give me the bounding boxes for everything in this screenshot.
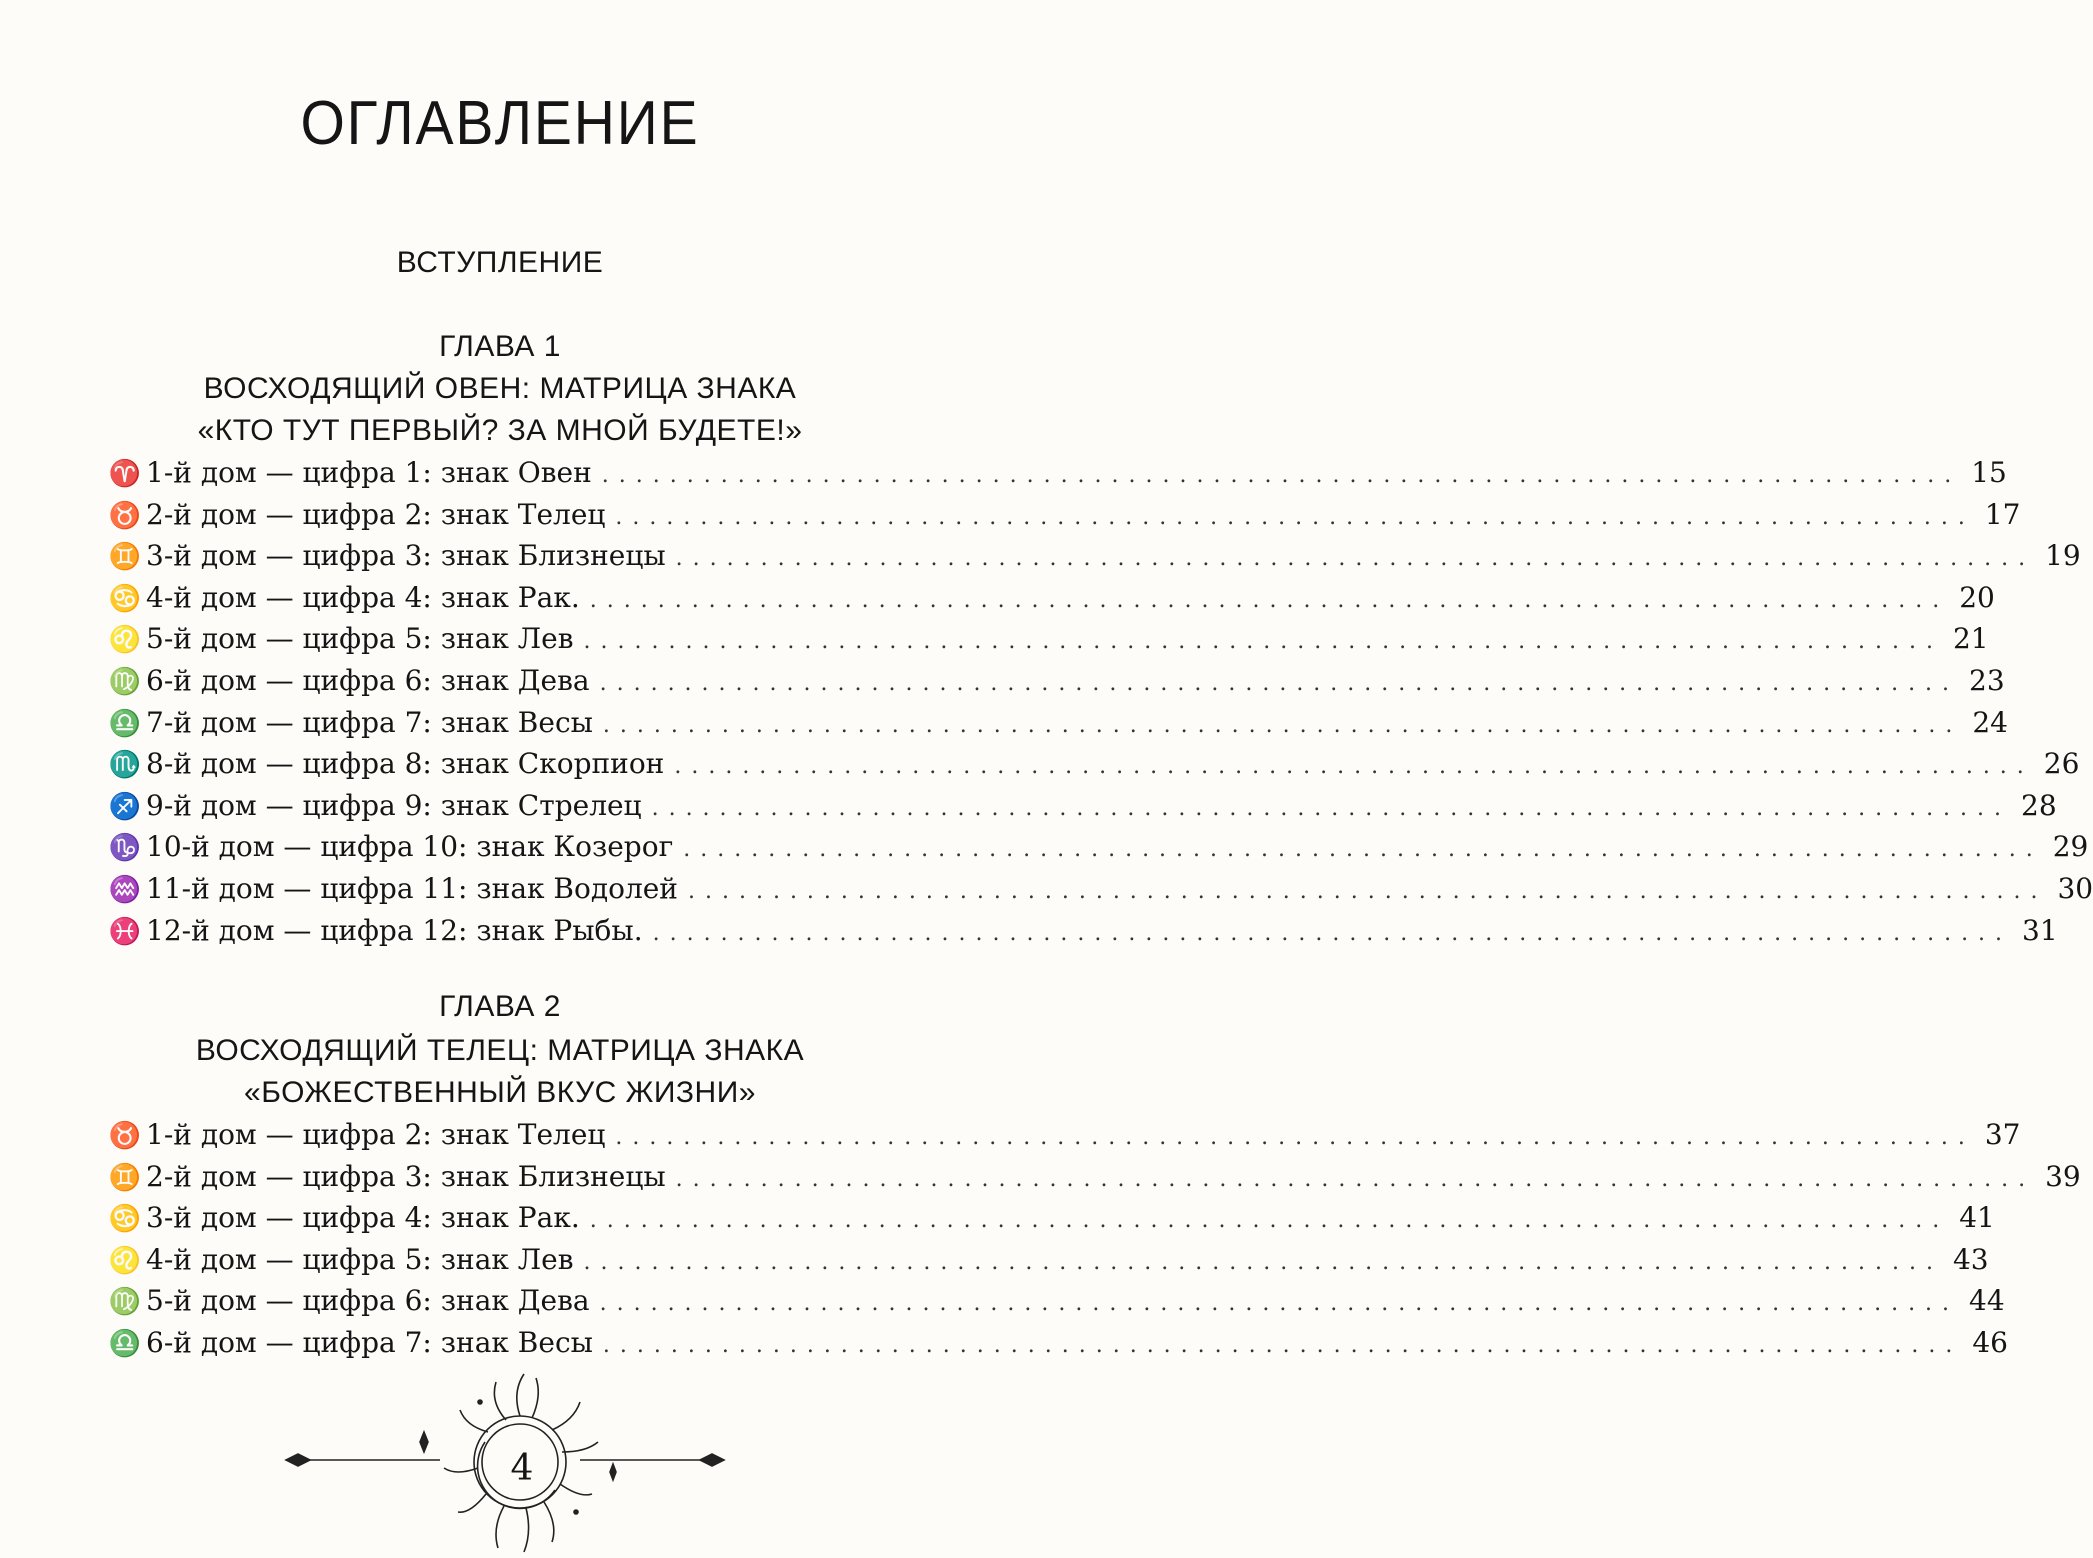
toc-entry-page: 39	[2045, 1159, 2081, 1193]
toc-entry[interactable]	[104, 1280, 2005, 1322]
chapter-1-entries	[104, 452, 2093, 951]
toc-entry[interactable]	[104, 826, 2089, 868]
toc-entry-label: 1-й дом — цифра 1: знак Овен	[146, 456, 592, 489]
libra-icon: ♎	[108, 1328, 142, 1359]
dot-leader: ................................................................................	[583, 629, 1943, 655]
toc-entry-label: 5-й дом — цифра 5: знак Лев	[146, 622, 574, 656]
toc-entry-label: 1-й дом — цифра 2: знак Телец	[146, 1118, 606, 1151]
dot-leader: ................................................................................	[652, 920, 2013, 946]
dot-leader: ................................................................................	[675, 1166, 2036, 1192]
dot-leader: ................................................................................	[583, 1249, 1943, 1275]
toc-entry-label: 7-й дом — цифра 7: знак Весы	[146, 705, 593, 739]
toc-entry[interactable]	[104, 577, 1995, 619]
toc-entry-page: 28	[2021, 788, 2057, 822]
dot-leader: ................................................................................	[674, 754, 2034, 780]
toc-entry-label: 2-й дом — цифра 3: знак Близнецы	[146, 1159, 666, 1193]
chapter-2-subtitle: ВОСХОДЯЩИЙ ТЕЛЕЦ: МАТРИЦА ЗНАКА	[195, 1034, 805, 1067]
intro-heading[interactable]: ВСТУПЛЕНИЕ	[396, 246, 604, 279]
toc-entry[interactable]	[104, 618, 1989, 660]
toc-entry[interactable]	[104, 1239, 1989, 1281]
toc-entry-page: 37	[1984, 1118, 2021, 1151]
cancer-icon: ♋	[108, 583, 142, 614]
sagittarius-icon: ♐	[108, 791, 142, 822]
dot-leader: ................................................................................	[589, 1208, 1950, 1234]
taurus-icon: ♉	[108, 1121, 142, 1151]
dot-leader: ................................................................................	[675, 546, 2036, 572]
toc-entry-page: 29	[2052, 830, 2089, 864]
toc-entry-label: 6-й дом — цифра 7: знак Весы	[146, 1325, 593, 1359]
dot-leader: ................................................................................	[602, 712, 1963, 738]
scorpio-icon: ♏	[108, 750, 142, 781]
toc-entry-label: 3-й дом — цифра 4: знак Рак.	[146, 1201, 580, 1235]
toc-entry-label: 6-й дом — цифра 6: знак Дева	[146, 663, 590, 697]
dot-leader: ................................................................................	[683, 837, 2043, 863]
pisces-icon: ♓	[108, 916, 142, 947]
leo-icon: ♌	[108, 1245, 142, 1276]
dot-leader: ................................................................................	[599, 1291, 1960, 1317]
toc-entry-page: 26	[2043, 747, 2080, 781]
toc-entry[interactable]	[104, 868, 2093, 910]
gemini-icon: ♊	[108, 1162, 142, 1193]
toc-entry-label: 8-й дом — цифра 8: знак Скорпион	[146, 747, 665, 781]
toc-entry-page: 41	[1959, 1201, 1995, 1235]
page-title: ОГЛАВЛЕНИЕ	[300, 89, 700, 158]
dot-leader: ................................................................................	[615, 1125, 1975, 1150]
taurus-icon: ♉	[108, 500, 142, 531]
page-number: 4	[510, 1448, 534, 1489]
toc-entry-page: 43	[1952, 1242, 1989, 1276]
toc-entry[interactable]	[104, 1114, 2021, 1156]
toc-entry[interactable]	[104, 494, 2021, 536]
dot-leader: ................................................................................	[651, 795, 2012, 821]
toc-entry[interactable]	[104, 535, 2081, 577]
toc-entry-label: 5-й дом — цифра 6: знак Дева	[146, 1284, 590, 1318]
toc-entry-page: 20	[1959, 580, 1995, 614]
dot-leader: ................................................................................	[687, 878, 2048, 904]
toc-entry-page: 46	[1972, 1325, 2008, 1359]
toc-entry[interactable]	[104, 1156, 2081, 1198]
dot-leader: ................................................................................	[602, 1332, 1963, 1358]
toc-entry[interactable]	[104, 1322, 2008, 1364]
toc-entry-page: 23	[1969, 663, 2005, 697]
aquarius-icon: ♒	[108, 874, 142, 905]
virgo-icon: ♍	[108, 666, 142, 697]
toc-entry-label: 2-й дом — цифра 2: знак Телец	[146, 497, 606, 531]
toc-entry-page: 21	[1952, 622, 1989, 656]
dot-leader: ................................................................................	[599, 670, 1960, 696]
toc-entry-label: 3-й дом — цифра 3: знак Близнецы	[146, 539, 666, 573]
toc-entry[interactable]	[104, 452, 2007, 494]
toc-entry-label: 4-й дом — цифра 5: знак Лев	[146, 1242, 574, 1276]
gemini-icon: ♊	[108, 542, 142, 573]
chapter-1-subtitle: ВОСХОДЯЩИЙ ОВЕН: МАТРИЦА ЗНАКА	[203, 372, 797, 405]
toc-entry-page: 15	[1971, 456, 2007, 489]
capricorn-icon: ♑	[108, 833, 142, 864]
toc-entry[interactable]	[104, 785, 2057, 827]
libra-icon: ♎	[108, 708, 142, 739]
toc-entry-label: 12-й дом — цифра 12: знак Рыбы.	[146, 913, 643, 947]
aries-icon: ♈	[108, 459, 142, 489]
dot-leader: ................................................................................	[589, 587, 1950, 613]
toc-entry-page: 31	[2022, 913, 2058, 947]
toc-entry-label: 9-й дом — цифра 9: знак Стрелец	[146, 788, 642, 822]
chapter-1-heading: ГЛАВА 1	[439, 330, 561, 363]
toc-entry-label: 11-й дом — цифра 11: знак Водолей	[146, 871, 678, 905]
toc-entry-page: 19	[2045, 539, 2081, 573]
toc-entry[interactable]	[104, 743, 2080, 785]
dot-leader: ................................................................................	[615, 504, 1975, 530]
toc-entry[interactable]	[104, 702, 2008, 744]
toc-entry-page: 30	[2057, 871, 2093, 905]
toc-entry[interactable]	[104, 910, 2058, 952]
leo-icon: ♌	[108, 625, 142, 656]
dot-leader: ................................................................................	[601, 463, 1962, 488]
toc-entry-page: 44	[1969, 1284, 2005, 1318]
toc-entry-label: 4-й дом — цифра 4: знак Рак.	[146, 580, 580, 614]
chapter-2-tagline: «БОЖЕСТВЕННЫЙ ВКУС ЖИЗНИ»	[244, 1076, 756, 1109]
toc-entry[interactable]	[104, 1197, 1995, 1239]
cancer-icon: ♋	[108, 1204, 142, 1235]
chapter-2-heading: ГЛАВА 2	[439, 990, 561, 1023]
toc-entry-label: 10-й дом — цифра 10: знак Козерог	[146, 830, 674, 864]
chapter-2-entries	[104, 1114, 2081, 1364]
virgo-icon: ♍	[108, 1287, 142, 1318]
chapter-1-tagline: «КТО ТУТ ПЕРВЫЙ? ЗА МНОЙ БУДЕТЕ!»	[197, 414, 803, 447]
toc-entry[interactable]	[104, 660, 2005, 702]
toc-entry-page: 24	[1972, 705, 2008, 739]
toc-entry-page: 17	[1984, 497, 2021, 531]
